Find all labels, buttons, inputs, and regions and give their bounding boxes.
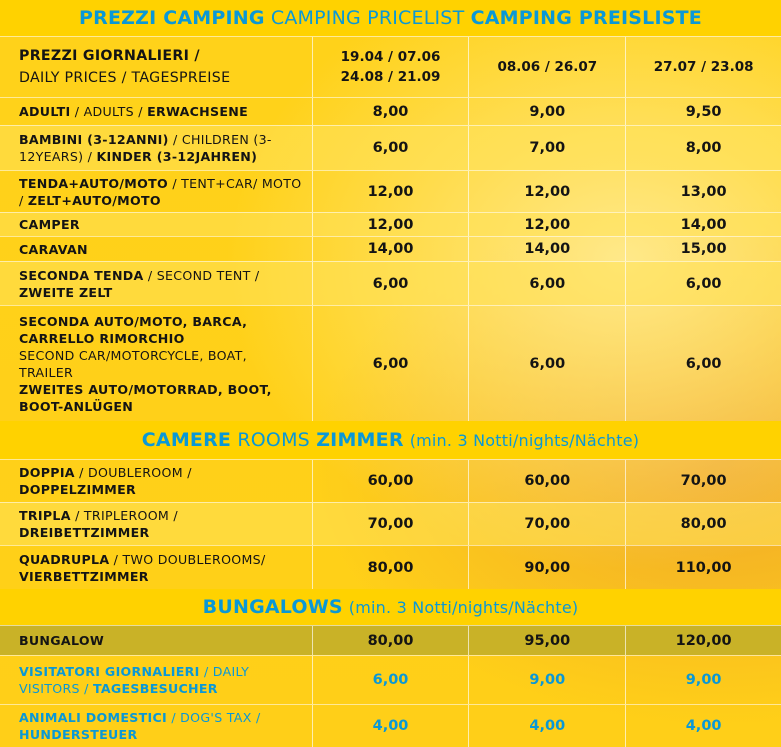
- price-cell: 6,00: [312, 126, 469, 170]
- label-it: TENDA+AUTO/MOTO: [19, 175, 169, 191]
- price-row-children: [0, 125, 781, 170]
- period-3-line1: 27.07 / 23.08: [653, 59, 754, 75]
- label-en: / TENT+CAR/ MOTO /: [19, 175, 302, 208]
- price-cell: 14,00: [625, 213, 781, 236]
- price-cell: 80,00: [312, 626, 469, 655]
- label-de: ERWACHSENE: [147, 104, 249, 119]
- label-de: DOPPELZIMMER: [19, 482, 137, 497]
- price-cell: 80,00: [625, 503, 781, 545]
- row-label: [0, 213, 312, 236]
- price-cell: 6,00: [312, 306, 469, 421]
- price-cell: 70,00: [625, 460, 781, 502]
- price-cell: 13,00: [625, 171, 781, 212]
- price-cell: 14,00: [312, 237, 469, 261]
- label-it: QUADRUPLA: [19, 551, 110, 567]
- period-header-2: [468, 37, 625, 97]
- label-en: / DOG'S TAX /: [167, 710, 261, 725]
- row-label: [0, 306, 312, 421]
- header-label-en: DAILY PRICES /: [19, 70, 127, 86]
- bungalows-section-header: [0, 589, 781, 625]
- extra-row-day-visitors: [0, 655, 781, 704]
- price-cell: 8,00: [312, 98, 469, 125]
- label-de: ZWEITE ZELT: [19, 284, 113, 300]
- room-row-double: [0, 459, 781, 502]
- price-cell: 14,00: [468, 237, 625, 261]
- price-cell: 70,00: [312, 503, 469, 545]
- period-1-line1: 19.04 / 07.06: [340, 49, 441, 65]
- title-de: CAMPING PREISLISTE: [470, 7, 702, 29]
- price-cell: 110,00: [625, 546, 781, 589]
- price-cell: 8,00: [625, 126, 781, 170]
- title-it: PREZZI CAMPING: [79, 7, 265, 29]
- row-label: [0, 237, 312, 261]
- label-it: BUNGALOW: [19, 633, 105, 648]
- label-it: ADULTI: [19, 104, 71, 119]
- row-label: [0, 705, 312, 747]
- label-de: KINDER (3-12JAHREN): [96, 149, 258, 164]
- row-label: [0, 262, 312, 305]
- period-header-3: [625, 37, 781, 97]
- room-row-quadruple: [0, 545, 781, 589]
- label-de: TAGESBESUCHER: [92, 681, 218, 696]
- row-label: [0, 656, 312, 704]
- price-cell: 7,00: [468, 126, 625, 170]
- price-cell: 6,00: [625, 306, 781, 421]
- period-2-line1: 08.06 / 26.07: [497, 59, 598, 75]
- row-label: [0, 503, 312, 545]
- extra-row-pets: [0, 704, 781, 747]
- period-1-line2: 24.08 / 21.09: [340, 69, 441, 85]
- price-row-camper: [0, 212, 781, 236]
- row-label: [0, 546, 312, 589]
- price-cell: 6,00: [312, 656, 469, 704]
- rooms-it: CAMERE: [141, 429, 232, 451]
- label-it: SECONDA AUTO/MOTO, BARCA, CARRELLO RIMORCHIO: [19, 313, 248, 346]
- row-label: [0, 98, 312, 125]
- price-cell: 80,00: [312, 546, 469, 589]
- label-en: / TWO DOUBLEROOMS/: [109, 551, 266, 567]
- price-cell: 6,00: [468, 306, 625, 421]
- row-label: [0, 626, 312, 655]
- row-label: [0, 171, 312, 212]
- price-cell: 4,00: [468, 705, 625, 747]
- label-de: DREIBETTZIMMER: [19, 525, 150, 540]
- period-header-1: [312, 37, 469, 97]
- bungalows-min-nights-note: (min. 3 Notti/nights/Nächte): [348, 597, 579, 617]
- price-row-adults: [0, 97, 781, 125]
- price-cell: 120,00: [625, 626, 781, 655]
- label-it: TRIPLA: [19, 508, 71, 523]
- label-it: BAMBINI (3-12ANNI): [19, 132, 169, 147]
- price-row-second-vehicle: [0, 305, 781, 421]
- price-cell: 70,00: [468, 503, 625, 545]
- label-it: ANIMALI DOMESTICI: [19, 710, 168, 725]
- price-cell: 6,00: [468, 262, 625, 305]
- row-label: [0, 460, 312, 502]
- daily-prices-label: [0, 37, 312, 97]
- pricelist-title: [0, 0, 781, 36]
- price-cell: 90,00: [468, 546, 625, 589]
- label-de: HUNDERSTEUER: [19, 727, 138, 742]
- price-cell: 9,00: [468, 656, 625, 704]
- price-cell: 12,00: [468, 213, 625, 236]
- price-cell: 9,00: [625, 656, 781, 704]
- price-cell: 15,00: [625, 237, 781, 261]
- label-it: DOPPIA: [19, 465, 75, 480]
- label-it: SECONDA TENDA: [19, 267, 144, 283]
- bungalows-title: BUNGALOWS: [202, 596, 343, 618]
- price-cell: 60,00: [312, 460, 469, 502]
- rooms-en: ROOMS: [237, 429, 310, 451]
- price-cell: 4,00: [312, 705, 469, 747]
- price-cell: 6,00: [312, 262, 469, 305]
- label-de: VIERBETTZIMMER: [19, 568, 149, 584]
- header-label-it: PREZZI GIORNALIERI /: [19, 48, 200, 64]
- price-row-caravan: [0, 236, 781, 261]
- label-en: / ADULTS /: [70, 104, 148, 119]
- row-label: [0, 126, 312, 170]
- label-it: CAMPER: [19, 217, 80, 232]
- price-cell: 4,00: [625, 705, 781, 747]
- price-cell: 6,00: [625, 262, 781, 305]
- price-cell: 9,50: [625, 98, 781, 125]
- price-row-tent-car: [0, 170, 781, 212]
- room-row-triple: [0, 502, 781, 545]
- label-en: / DOUBLEROOM /: [74, 465, 192, 480]
- label-it: CARAVAN: [19, 241, 88, 257]
- label-en: / SECOND TENT /: [143, 267, 260, 283]
- price-cell: 60,00: [468, 460, 625, 502]
- price-cell: 12,00: [312, 171, 469, 212]
- header-label-de: TAGESPREISE: [131, 70, 231, 86]
- price-header-row: [0, 36, 781, 97]
- label-en: / CHILDREN (3-12YEARS) /: [19, 132, 272, 164]
- bungalow-row: [0, 625, 781, 655]
- rooms-section-header: [0, 421, 781, 459]
- price-cell: 12,00: [312, 213, 469, 236]
- label-it: VISITATORI GIORNALIERI: [19, 664, 200, 679]
- label-en: SECOND CAR/MOTORCYCLE, BOAT, TRAILER: [19, 347, 247, 380]
- label-de: ZELT+AUTO/MOTO: [27, 192, 161, 208]
- price-row-second-tent: [0, 261, 781, 305]
- rooms-de: ZIMMER: [316, 429, 404, 451]
- rooms-min-nights-note: (min. 3 Notti/nights/Nächte): [409, 430, 640, 450]
- label-de: ZWEITES AUTO/MOTORRAD, BOOT, BOOT-ANLÜGEN: [19, 381, 272, 414]
- price-cell: 12,00: [468, 171, 625, 212]
- price-cell: 95,00: [468, 626, 625, 655]
- label-en: / DAILY VISITORS /: [19, 664, 250, 696]
- label-en: / TRIPLEROOM /: [70, 508, 178, 523]
- title-en: CAMPING PRICELIST: [270, 7, 465, 29]
- price-cell: 9,00: [468, 98, 625, 125]
